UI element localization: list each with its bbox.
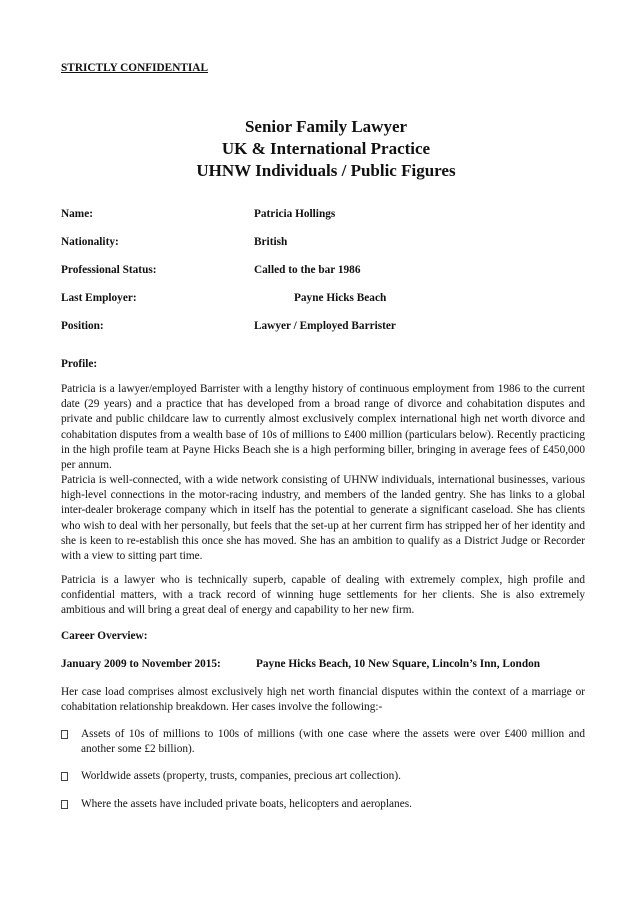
list-item bbox=[61, 769, 585, 784]
status-value: Called to the bar 1986 bbox=[254, 264, 361, 276]
nationality-value: British bbox=[254, 236, 288, 248]
position-value: Lawyer / Employed Barrister bbox=[254, 320, 396, 332]
bullet-text: Assets of 10s of millions to 100s of millions (with one case where the assets were over £400 million and another some £2 billion). bbox=[81, 728, 585, 756]
employer-value: Payne Hicks Beach bbox=[294, 292, 387, 304]
career-heading: Career Overview: bbox=[61, 630, 148, 642]
bullet-text: Where the assets have included private boats, helicopters and aeroplanes. bbox=[81, 798, 412, 810]
bullet-box-icon bbox=[61, 772, 68, 781]
bullet-box-icon bbox=[61, 730, 68, 739]
career-firm: Payne Hicks Beach, 10 New Square, Lincoln’s Inn, London bbox=[256, 658, 541, 670]
list-item bbox=[61, 727, 585, 757]
name-value: Patricia Hollings bbox=[254, 208, 336, 220]
confidential-marking: STRICTLY CONFIDENTIAL bbox=[61, 62, 209, 74]
career-dates: January 2009 to November 2015: bbox=[61, 658, 221, 670]
profile-heading: Profile: bbox=[61, 358, 98, 370]
career-intro: Her case load comprises almost exclusively high net worth financial disputes within the context of a marriage or cohabitation relationship breakdown. Her cases involve the following:- bbox=[61, 686, 585, 714]
profile-paragraph-1: Patricia is a lawyer/employed Barrister with a lengthy history of continuous employment from 1986 to the current date (29 years) and a practice that has developed from a broad range of divorce and cohabitation disputes and private and public childcare law to currently almost exclusively complex international high net worth divorce and cohabitation disputes from a wealth base of 10s of millions to £400 million (particulars below). Recently practicing in the high profile team at Payne Hicks Beach she is a high performing biller, bringing in average fees of £450,000 per annum. bbox=[61, 383, 585, 472]
profile-paragraph-2: Patricia is well-connected, with a wide network consisting of UHNW individuals, international businesses, various high-level connections in the motor-racing industry, and members of the landed gentry. She has links to a global inter-dealer brokerage company which in itself has the potential to generate a significant caseload. She has clients who wish to deal with her personally, but feels that the set-up at her current firm has stripped her of her identity and she is keen to re-establish this once she has moved. She has an ambition to qualify as a District Judge or Recorder with a view to sitting part time. bbox=[61, 474, 585, 563]
position-label: Position: bbox=[61, 320, 104, 332]
name-label: Name: bbox=[61, 208, 93, 220]
list-item bbox=[61, 797, 585, 812]
title-line-clients: UHNW Individuals / Public Figures bbox=[196, 161, 456, 180]
title-line-practice: UK & International Practice bbox=[221, 139, 431, 158]
employer-label: Last Employer: bbox=[61, 292, 137, 304]
bullet-text: Worldwide assets (property, trusts, companies, precious art collection). bbox=[81, 770, 401, 782]
document-title bbox=[0, 116, 638, 182]
profile-paragraph-3: Patricia is a lawyer who is technically superb, capable of dealing with extremely complex, high profile and confidential matters, with a track record of winning huge settlements for her clients. She is also extremely ambitious and will bring a great deal of energy and capability to her new firm. bbox=[61, 574, 585, 617]
status-label: Professional Status: bbox=[61, 264, 157, 276]
title-line-role: Senior Family Lawyer bbox=[244, 117, 408, 136]
nationality-label: Nationality: bbox=[61, 236, 119, 248]
bullet-box-icon bbox=[61, 800, 68, 809]
